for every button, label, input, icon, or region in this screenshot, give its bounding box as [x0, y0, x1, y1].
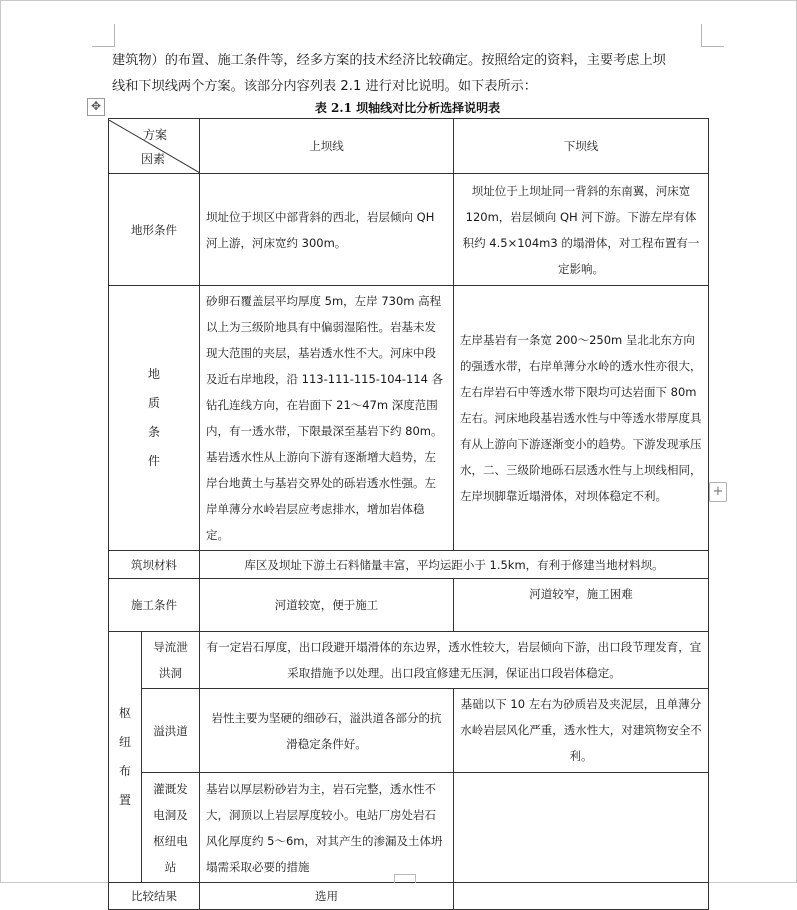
row-label-result: 比较结果: [109, 883, 200, 910]
cell-spillway-upper: [200, 689, 454, 773]
sub-label-line: 洪洞: [159, 666, 182, 680]
cell-text: 岩性主要为坚硬的细砂石，溢洪道各部分的抗滑稳定条件好。: [211, 710, 442, 751]
margin-corner-mark: [701, 24, 724, 47]
sub-label-line: 站: [164, 859, 177, 874]
sub-label-line: 灌溉发: [153, 781, 188, 796]
cell-construction-lower: [454, 579, 709, 632]
row-label-char: 置: [118, 793, 131, 807]
cell-construction-upper: 河道较宽，便于施工: [200, 579, 454, 632]
cell-terrain-lower: [454, 174, 709, 286]
cell-geology-upper: [200, 286, 454, 551]
intro-line: 建筑物）的布置、施工条件等，经多方案的技术经济比较确定。按照给定的资料，主要考虑上坝: [112, 53, 666, 68]
header-upper-line: 上坝线: [200, 119, 454, 174]
sub-label-spillway: 溢洪道: [142, 689, 200, 773]
header-factor-label: 因素: [141, 152, 166, 166]
row-label-construction: 施工条件: [109, 579, 200, 632]
cell-spillway-lower: [454, 689, 709, 773]
row-label-material: 筑坝材料: [109, 551, 200, 579]
cell-powerhouse-upper: [200, 773, 454, 883]
diagonal-header-cell: [109, 119, 200, 174]
table-move-icon[interactable]: ✥: [87, 98, 105, 116]
header-scheme-label: 方案: [143, 128, 168, 142]
cell-powerhouse-lower: [454, 773, 709, 883]
sub-label-line: 导流泄: [153, 640, 188, 654]
margin-corner-mark: [92, 24, 115, 47]
table-caption: 表 2.1 坝轴线对比分析选择说明表: [314, 101, 501, 115]
intro-line: 线和下坝线两个方案。该部分内容列表 2.1 进行对比说明。如下表所示：: [112, 79, 537, 94]
table-row: [109, 286, 709, 551]
row-label-char: 枢: [118, 706, 131, 720]
sub-label-line: 枢纽电: [153, 833, 188, 848]
cell-result-upper: 选用: [200, 883, 454, 910]
table-row: [109, 689, 709, 773]
comparison-table: [108, 118, 709, 910]
cell-material-merged: 库区及坝址下游土石料储量丰富，平均运距小于 1.5km，有利于修建当地材料坝。: [200, 551, 709, 579]
header-lower-line: 下坝线: [454, 119, 709, 174]
cell-text: 基岩以厚层粉砂岩为主，岩石完整，透水性不大，洞顶以上岩层厚度较小。电站厂房处岩石风化厚度约 5～6m，对其产生的渗漏及土体坍塌需采取必要的措施: [206, 781, 443, 874]
cell-text: 基础以下 10 左右为砂质岩及夹泥层，且单薄分水岭岩层风化严重，透水性大，对建筑物安全不利。: [460, 697, 702, 763]
sub-label-diversion: [142, 632, 200, 689]
row-label-char: 地: [147, 367, 160, 381]
cell-text: 砂卵石覆盖层平均厚度 5m，左岸 730m 高程以上为三级阶地具有中偏弱湿陷性。岩基未发现大范围的夹层，基岩透水性不大。河床中段及近右岸地段，沿 113-111-115-104-114 各钻孔连线方向，在岩面下 21～47m 深度范围内，有一透水带，下限最深至基岩下约 80m。基岩透水性从上游向下游有逐渐增大趋势，左岸台地黄土与基岩交界处的砾岩透水性强。左岸单薄分水岭岩层应考虑排水，增加岩体稳定。: [206, 294, 444, 542]
table-row: [109, 174, 709, 286]
row-label-terrain: 地形条件: [109, 174, 200, 286]
cell-text: 坝址位于上坝址同一背斜的东南翼，河床宽 120m，岩层倾向 QH 河下游。下游左岸有体积约 4.5×104m3 的塌滑体，对工程布置有一定影响。: [462, 183, 700, 276]
table-row: [109, 883, 709, 910]
sub-label-line: 电洞及: [153, 807, 188, 822]
row-label-char: 条: [147, 425, 160, 439]
row-label-geology: [109, 286, 200, 551]
cell-text: 坝址位于坝区中部背斜的西北，岩层倾向 QH 河上游，河床宽约 300m。: [206, 209, 435, 250]
row-label-char: 纽: [118, 735, 131, 749]
cell-diversion-merged: [200, 632, 709, 689]
cell-result-lower: [454, 883, 709, 910]
row-label-char: 件: [147, 454, 160, 468]
page-bottom-mark: [394, 874, 416, 883]
table-row: [109, 773, 709, 883]
row-label-char: 质: [147, 396, 160, 410]
plus-icon[interactable]: +: [709, 482, 727, 502]
cell-terrain-upper: [200, 174, 454, 286]
cell-text: 河道较窄，施工困难: [529, 587, 633, 601]
intro-paragraph: [112, 48, 712, 100]
row-label-hub: [109, 632, 142, 883]
cell-geology-lower: [454, 286, 709, 551]
table-row: [109, 632, 709, 689]
cell-text: 左岸基岩有一条宽 200～250m 呈北北东方向的强透水带，右岸单薄分水岭的透水性亦很大，左右岸岩石中等透水带下限均可达岩面下 80m 左右。河床地段基岩透水性与中等透水带厚度具有从上游向下游逐渐变小的趋势。下游发现承压水，二、三级阶地砾石层透水性与上坝线相同，左岸坝脚靠近塌滑体，对坝体稳定不利。: [460, 333, 702, 503]
row-label-char: 布: [118, 764, 131, 778]
table-header-row: [109, 119, 709, 174]
sub-label-powerhouse: [142, 773, 200, 883]
cell-text: 有一定岩石厚度，出口段避开塌滑体的东边界，透水性较大，岩层倾向下游，出口段节理发育，宜采取措施予以处理。出口段宜修建无压洞，保证出口段岩体稳定。: [206, 640, 702, 680]
table-row: [109, 579, 709, 632]
table-row: [109, 551, 709, 579]
